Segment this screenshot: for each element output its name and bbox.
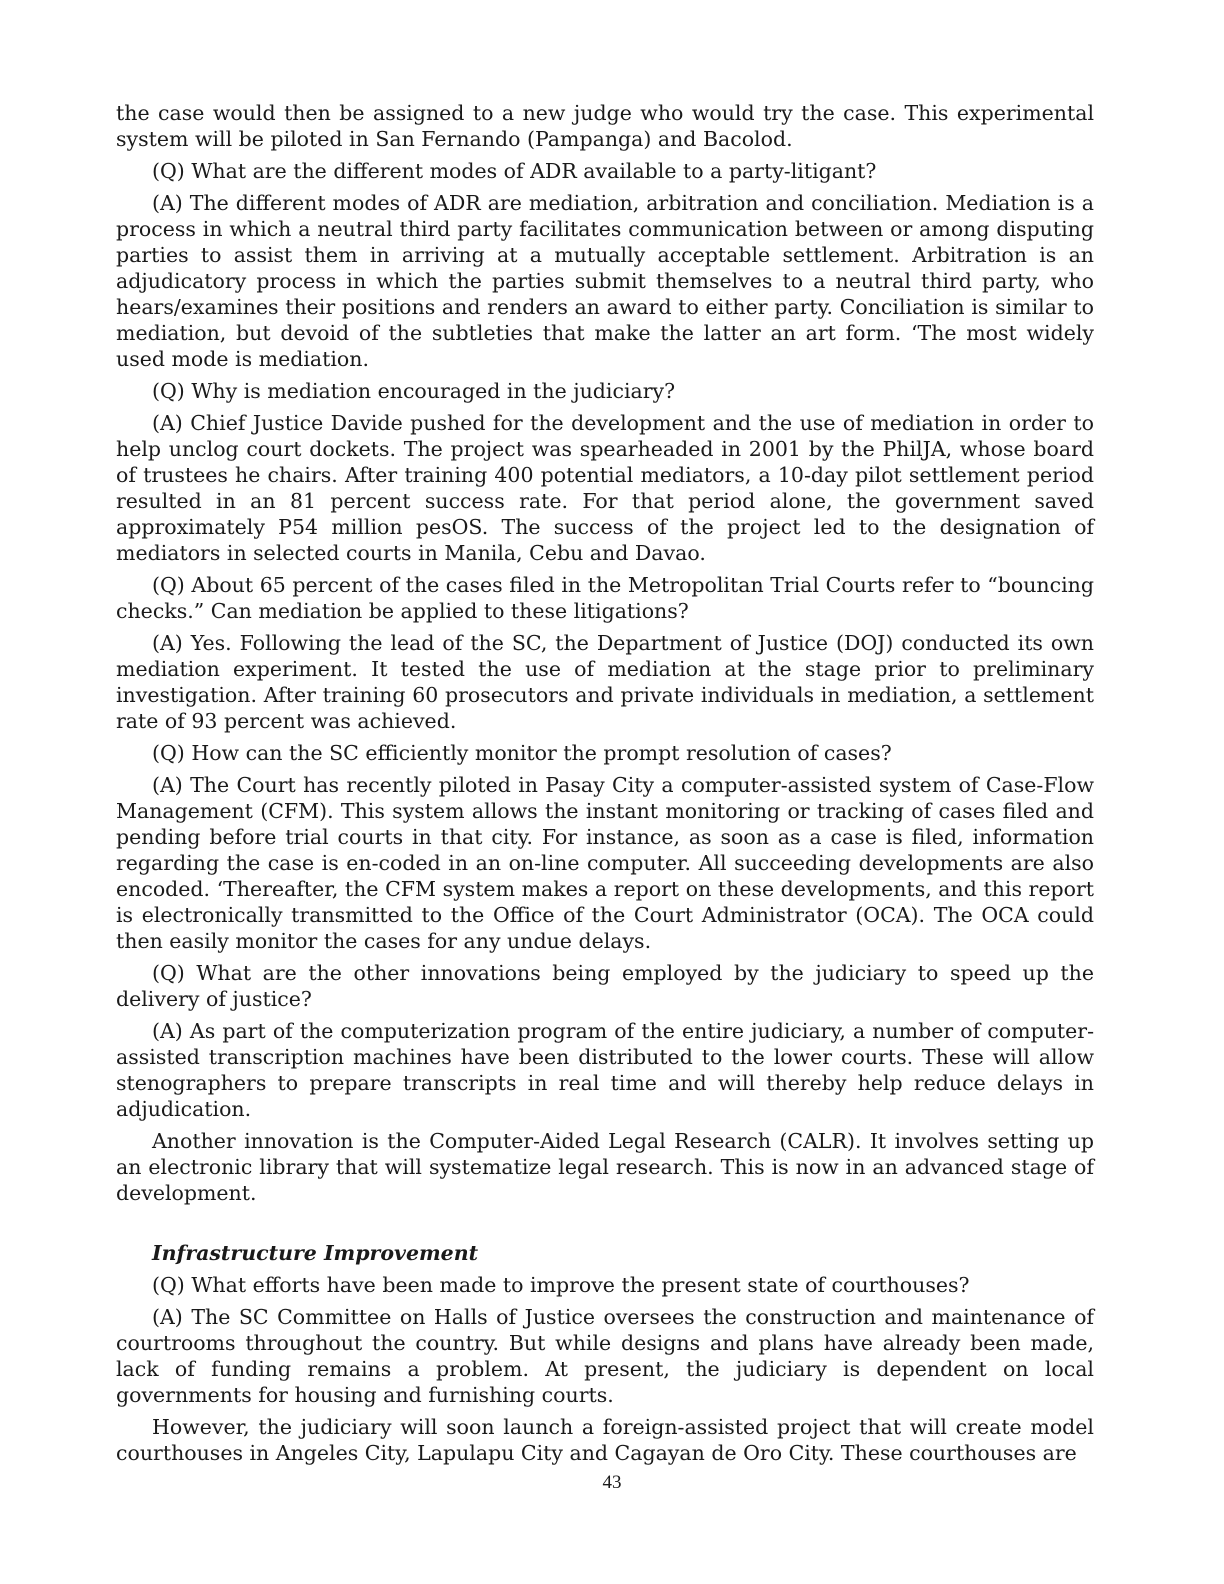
question-adr-modes: (Q) What are the different modes of ADR available to a party-litigant? bbox=[152, 159, 877, 183]
page-number: 43 bbox=[602, 1472, 622, 1493]
document-page bbox=[116, 100, 1094, 1472]
question-courthouses: (Q) What efforts have been made to improve the present state of courthouses? bbox=[152, 1273, 970, 1297]
question-mediation-encouraged: (Q) Why is mediation encouraged in the judiciary? bbox=[152, 379, 676, 403]
answer-monitor-resolution: (A) The Court has recently piloted in Pasay City a computer-assisted system of Case-Flow Management (CFM). This system allows the instant monitoring or tracking of cases filed and pending before trial courts in that city. For instance, as soon as a case is filed, information regarding the case is en-coded in an on-line computer. All succeeding developments are also encoded. ‘Thereafter, the CFM system makes a report on these developments, and this report is electronically transmitted to the Office of the Court Administrator (OCA). The OCA could then easily monitor the cases for any undue delays. bbox=[116, 773, 1094, 953]
section-heading: Infrastructure Improvement bbox=[152, 1241, 479, 1265]
answer-courthouses: (A) The SC Committee on Halls of Justice oversees the construction and maintenance of courtrooms throughout the country. But while designs and plans have already been made, lack of funding remains a problem. At present, the judiciary is dependent on local governments for housing and furnishing courts. bbox=[116, 1305, 1094, 1407]
paragraph-continuation: the case would then be assigned to a new judge who would try the case. This experimental system will be piloted in San Fernando (Pampanga) and Bacolod. bbox=[116, 101, 1094, 151]
paragraph-model-courthouses: However, the judiciary will soon launch a foreign-assisted project that will create model courthouses in Angeles City, Lapulapu City and Cagayan de Oro City. These courthouses are bbox=[116, 1415, 1094, 1465]
answer-adr-modes: (A) The different modes of ADR are mediation, arbitration and conciliation. Mediation is a process in which a neutral third party facilitates communication between or among disputing parties to assist them in arriving at a mutually acceptable settlement. Arbitration is an adjudicatory process in which the parties submit themselves to a neutral third party, who hears/examines their positions and renders an award to either party. Conciliation is similar to mediation, but devoid of the subtleties that make the latter an art form. ‘The most widely used mode is mediation. bbox=[116, 191, 1094, 371]
paragraph-calr: Another innovation is the Computer-Aided Legal Research (CALR). It involves setting up an electronic library that will systematize legal research. This is now in an advanced stage of development. bbox=[116, 1129, 1094, 1205]
answer-other-innovations: (A) As part of the computerization program of the entire judiciary, a number of computer-assisted transcription machines have been distributed to the lower courts. These will allow stenographers to prepare transcripts in real time and will thereby help reduce delays in adjudication. bbox=[116, 1019, 1094, 1121]
question-monitor-resolution: (Q) How can the SC efficiently monitor the prompt resolution of cases? bbox=[152, 741, 892, 765]
answer-mediation-encouraged: (A) Chief Justice Davide pushed for the development and the use of mediation in order to help unclog court dockets. The project was spearheaded in 2001 by the PhilJA, whose board of trustees he chairs. After training 400 potential mediators, a 10-day pilot settlement period resulted in an 81 percent success rate. For that period alone, the government saved approximately P54 million pesOS. The success of the project led to the designation of mediators in selected courts in Manila, Cebu and Davao. bbox=[116, 411, 1094, 565]
question-bouncing-checks: (Q) About 65 percent of the cases filed in the Metropolitan Trial Courts refer to “bouncing checks.” Can mediation be applied to these litigations? bbox=[116, 573, 1094, 623]
answer-bouncing-checks: (A) Yes. Following the lead of the SC, the Department of Justice (DOJ) conducted its own mediation experiment. It tested the use of mediation at the stage prior to preliminary investigation. After training 60 prosecutors and private individuals in mediation, a settlement rate of 93 percent was achieved. bbox=[116, 631, 1094, 733]
question-other-innovations: (Q) What are the other innovations being employed by the judiciary to speed up the delivery of justice? bbox=[116, 961, 1094, 1011]
